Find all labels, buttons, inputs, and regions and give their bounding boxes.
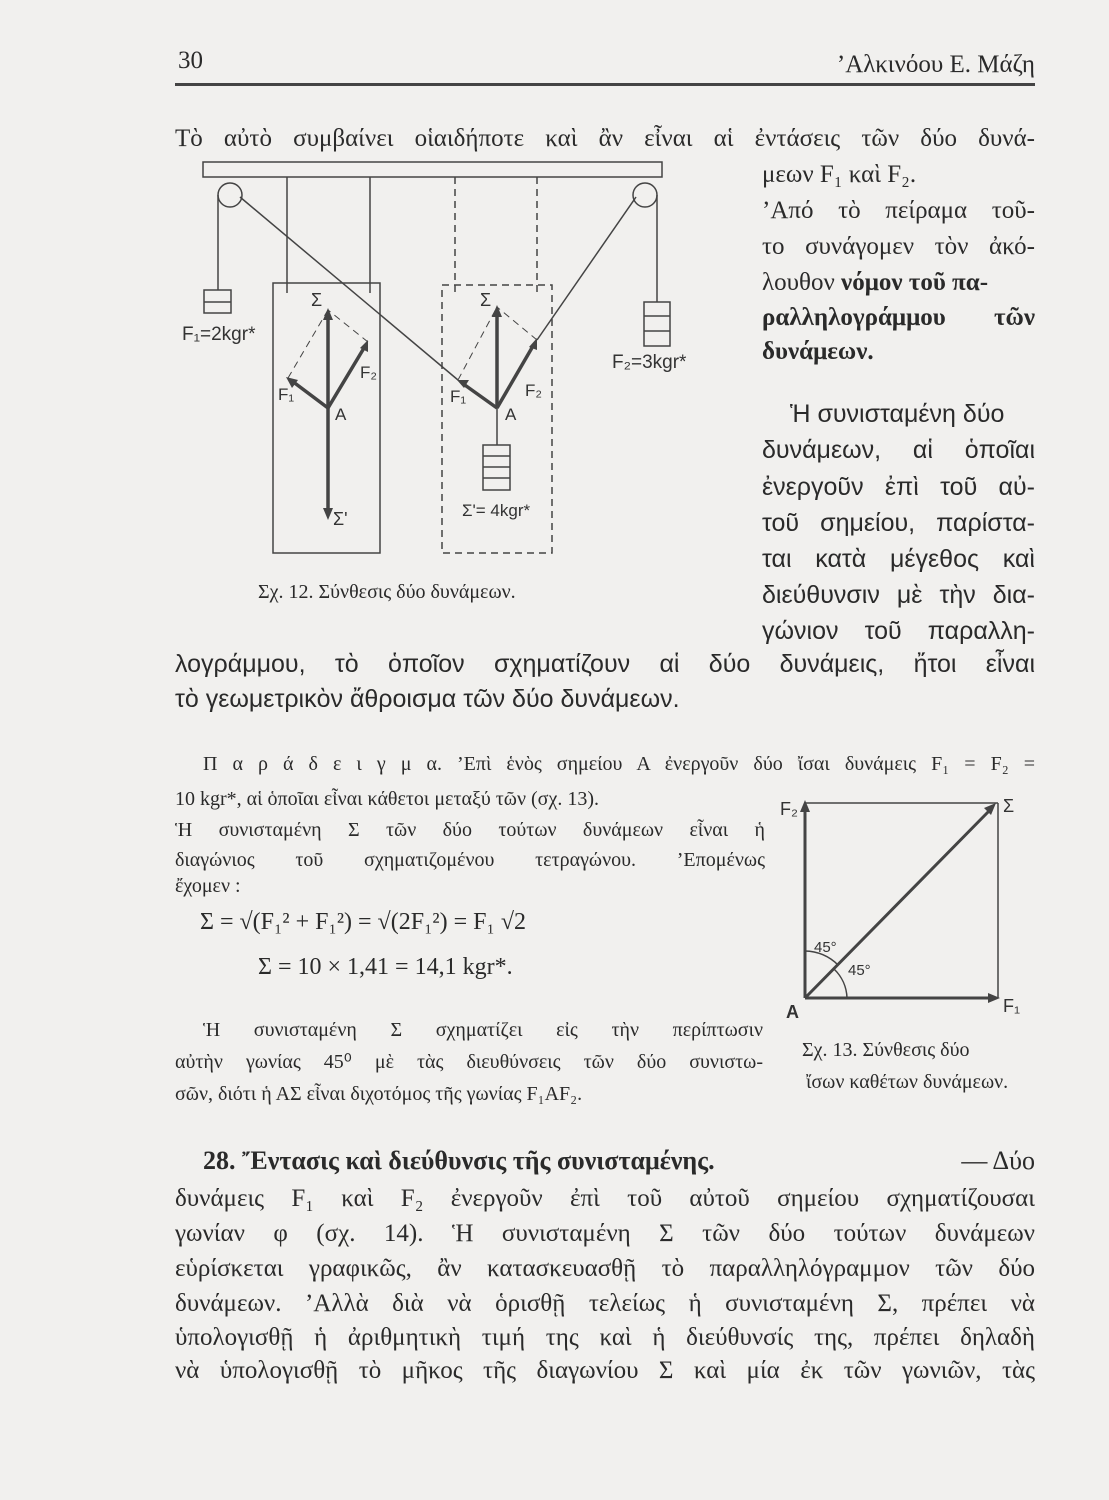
- figure-13-caption-2: ἴσων καθέτων δυνάμεων.: [806, 1071, 1009, 1093]
- law-name-bold: νόμον τοῦ πα-: [841, 269, 989, 296]
- example-line-2: 10 kgr*, αἱ ὁποῖαι εἶναι κάθετοι μεταξύ τῶν (σχ. 13).: [175, 788, 599, 810]
- left-a-label: A: [335, 405, 347, 424]
- intro-line-5-plain: λουθον: [762, 269, 842, 296]
- fig13-f2-label: F₂: [780, 799, 798, 819]
- figure-12-caption: Σχ. 12. Σύνθεσις δύο δυνάμεων.: [258, 581, 516, 603]
- intro-line-1: Τὸ αὐτὸ συμβαίνει οἱαιδήποτε καὶ ἂν εἶναι αἱ ἐντάσεις τῶν δύο δυνά-: [175, 125, 1035, 152]
- section-28-line-5: ὑπολογισθῇ ἡ ἀριθμητικὴ τιμή της καὶ ἡ διεύθυνσίς της, πρέπει δηλαδὴ: [175, 1324, 1035, 1351]
- intro-line-7: δυνάμεων.: [762, 338, 874, 365]
- law-line-3: ἐνεργοῦν ἐπὶ τοῦ αὐ-: [762, 473, 1035, 501]
- intro-line-6: ραλληλογράμμου τῶν: [762, 304, 1035, 331]
- example-after-2: αὐτὴν γωνίας 45⁰ μὲ τὰς διευθύνσεις τῶν δύο συνιστω-: [175, 1051, 763, 1073]
- law-line-9: τὸ γεωμετρικὸν ἄθροισμα τῶν δύο δυνάμεων.: [175, 685, 680, 713]
- intro-line-2: μεων F₁ καὶ F₂.: [762, 161, 917, 188]
- left-f2-label: F₂: [360, 363, 377, 382]
- support-bar: [203, 162, 662, 177]
- figure-13-caption-1: Σχ. 13. Σύνθεσις δύο: [802, 1039, 970, 1061]
- example-line-4: διαγώνιος τοῦ σχηματιζομένου τετραγώνου. ’Επομένως: [175, 849, 765, 871]
- law-line-2: δυνάμεων, αἱ ὁποῖαι: [762, 436, 1035, 464]
- section-28-line-6: νὰ ὑπολογισθῇ τὸ μῆκος τῆς διαγωνίου Σ καὶ μία ἐκ τῶν γωνιῶν, τὰς: [175, 1357, 1035, 1384]
- example-line-1: Π α ρ ά δ ε ι γ μ α. ’Επὶ ἑνὸς σημείου Α ἐνεργοῦν δύο ἴσαι δυνάμεις F₁ = F₂ =: [203, 753, 1035, 775]
- fig13-sigma-label: Σ: [1003, 796, 1015, 816]
- law-line-4: τοῦ σημείου, παρίστα-: [762, 509, 1035, 537]
- right-rope: [537, 197, 636, 340]
- example-line-3: Ἡ συνισταμένη Σ τῶν δύο τούτων δυνάμεων εἶναι ἡ: [175, 819, 765, 841]
- example-after-3: σῶν, διότι ἡ ΑΣ εἶναι διχοτόμος τῆς γωνίας F₁AF₂.: [175, 1083, 583, 1105]
- fig13-a-label: A: [786, 1002, 799, 1022]
- left-sigma-label: Σ: [311, 290, 323, 310]
- formula-1: Σ = √(F₁² + F₁²) = √(2F₁²) = F₁ √2: [200, 909, 527, 935]
- intro-line-4: το συνάγομεν τὸν ἀκό-: [762, 233, 1035, 260]
- intro-line-3: ’Από τὸ πείραμα τοῦ-: [762, 197, 1035, 224]
- right-pulley-icon: [633, 183, 657, 207]
- section-28-line-2: γωνίαν φ (σχ. 14). Ἡ συνισταμένη Σ τῶν δύο τούτων δυνάμεων: [175, 1220, 1035, 1247]
- page-number: 30: [178, 47, 203, 74]
- figure-13: [805, 803, 998, 998]
- running-header-author: ’Αλκινόου Ε. Μάζη: [836, 51, 1035, 78]
- right-weight: [644, 302, 670, 346]
- law-line-7: γώνιον τοῦ παραλλη-: [762, 617, 1035, 645]
- section-28-heading: [203, 1148, 1035, 1174]
- right-sigma-label: Σ: [480, 290, 492, 310]
- f1-weight-label: F₁=2kgr*: [182, 324, 256, 345]
- law-line-5: ται κατὰ μέγεθος καὶ: [762, 545, 1035, 573]
- example-after-1: Ἡ συνισταμένη Σ σχηματίζει εἰς τὴν περίπτωσιν: [203, 1019, 763, 1041]
- section-28-title: 28. Ἔντασις καὶ διεύθυνσις τῆς συνισταμένης.: [203, 1146, 715, 1175]
- left-pulley-icon: [218, 183, 242, 207]
- law-line-1: Ἡ συνισταμένη δύο: [790, 400, 1005, 428]
- section-28-line-3: εὑρίσκεται γραφικῶς, ἂν κατασκευασθῇ τὸ παραλληλόγραμμον τῶν δύο: [175, 1255, 1035, 1282]
- right-f2-label: F₂: [525, 381, 542, 400]
- f2-weight-label: F₂=3kgr*: [612, 352, 687, 373]
- law-line-6: διεύθυνσιν μὲ τὴν δια-: [762, 581, 1035, 609]
- law-line-8: λογράμμου, τὸ ὁποῖον σχηματίζουν αἱ δύο δυνάμεις, ἤτοι εἶναι: [175, 650, 1035, 678]
- left-f1-label: F₁: [278, 385, 295, 404]
- sigma-prime-label: Σ': [333, 509, 348, 529]
- section-28-line-4: δυνάμεων. ’Αλλὰ διὰ νὰ ὁρισθῇ τελείως ἡ συνισταμένη Σ, πρέπει νὰ: [175, 1290, 1035, 1317]
- example-line-5: ἔχομεν :: [175, 875, 241, 897]
- section-28-line-1: δυνάμεις F₁ καὶ F₂ ἐνεργοῦν ἐπὶ τοῦ αὐτοῦ σημείου σχηματίζουσαι: [175, 1185, 1035, 1212]
- fig13-f1-label: F₁: [1003, 996, 1021, 1016]
- fig13-angle-2: 45°: [848, 962, 871, 979]
- section-28-heading-tail: — Δύο: [961, 1146, 1035, 1175]
- fig13-angle-1: 45°: [814, 939, 837, 956]
- formula-2: Σ = 10 × 1,41 = 14,1 kgr*.: [258, 954, 513, 980]
- right-a-label: A: [505, 405, 517, 424]
- right-f1-label: F₁: [450, 387, 467, 406]
- sigma-prime-weight-label: Σ'= 4kgr*: [462, 501, 531, 520]
